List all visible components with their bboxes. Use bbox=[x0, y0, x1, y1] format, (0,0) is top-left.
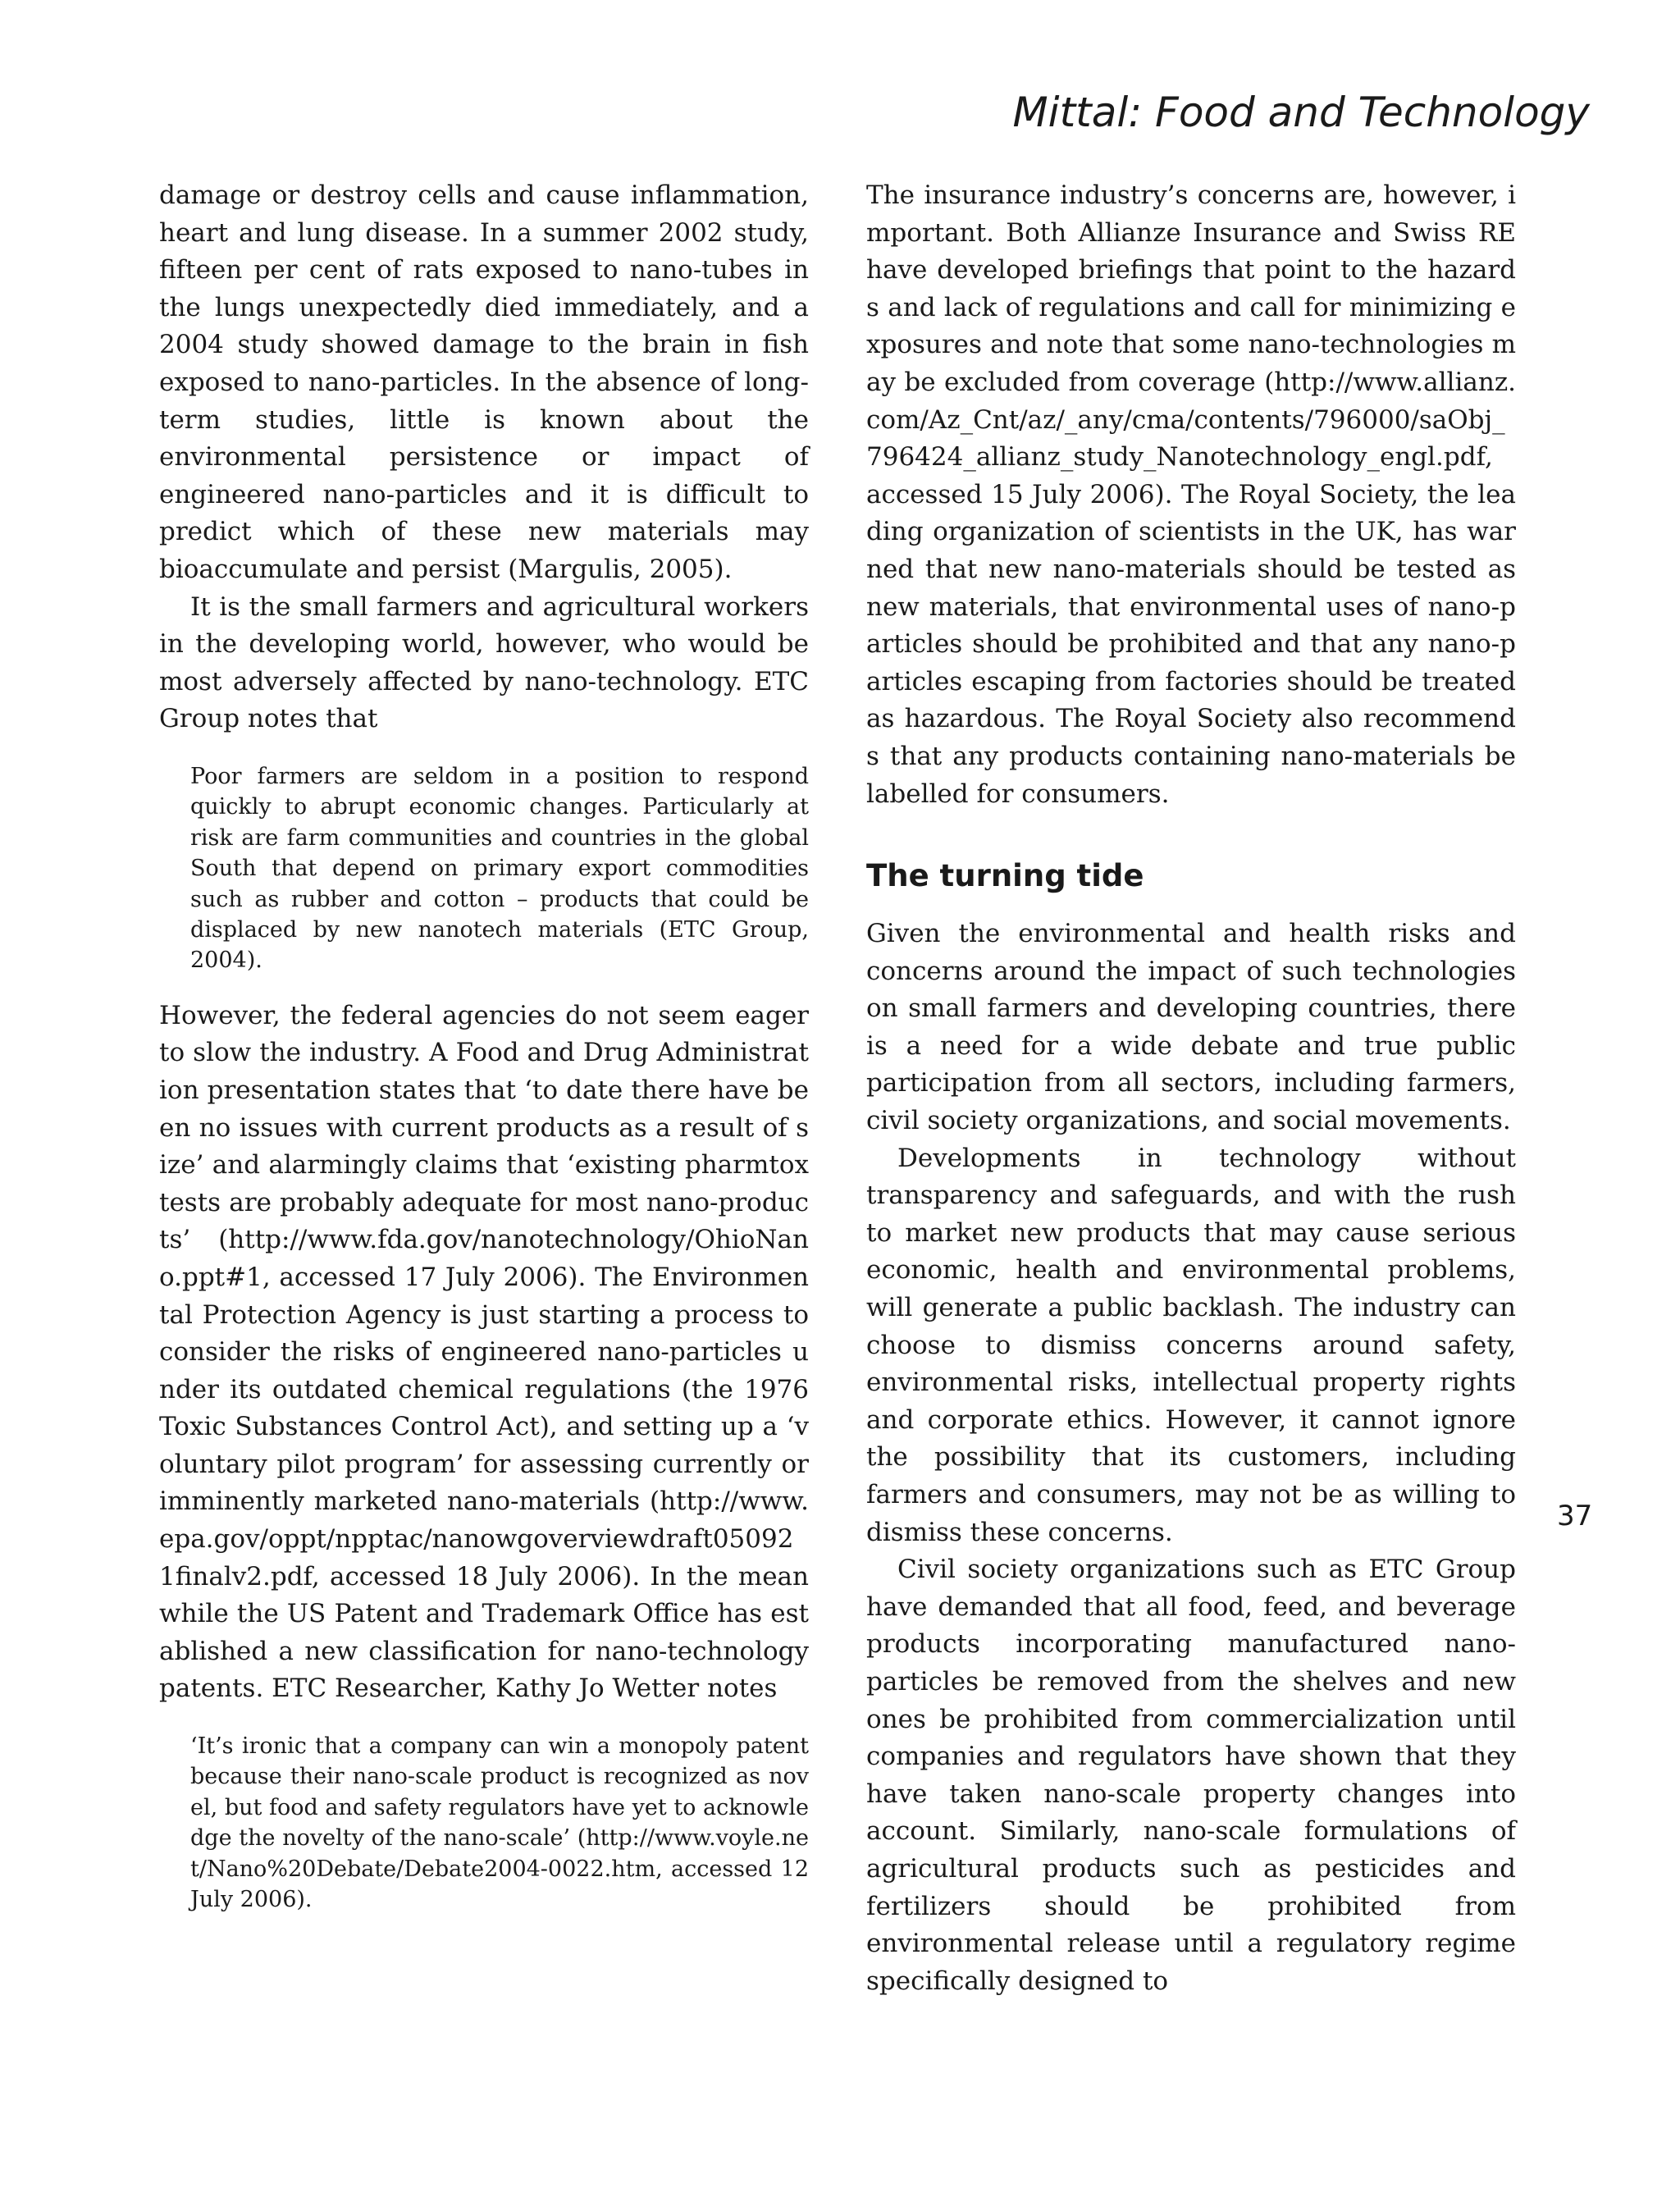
left-column bbox=[159, 177, 809, 1936]
left-paragraph-2: It is the small farmers and agricultural workers in the developing world, however, who would be most adversely affected by nano-technology. ETC Group notes that bbox=[159, 591, 809, 734]
block-quote-etc-group: Poor farmers are seldom in a position to respond quickly to abrupt economic changes. Particularly at risk are farm communities and countries in the global South that depend on primary export commodities such as rubber and cotton – products that could be displaced by new nanotech materials (ETC Group, 2004). bbox=[190, 763, 809, 974]
right-paragraph-2: Given the environmental and health risks and concerns around the impact of such technologies on small farmers and developing countries, there is a need for a wide debate and true public participation from all sectors, including farmers, civil society organizations, and social movements. bbox=[866, 919, 1516, 1136]
section-heading: The turning tide bbox=[866, 858, 1144, 894]
page-number: 37 bbox=[1557, 1500, 1593, 1532]
right-column bbox=[866, 177, 1516, 2000]
right-paragraph-3: Developments in technology without transparency and safeguards, and with the rush to market new products that may cause serious economic, health and environmental problems, will generate a public backlash. The industry can choose to dismiss concerns around safety, environmental risks, intellectual property rights and corporate ethics. However, it cannot ignore the possibility that its customers, including farmers and consumers, may not be as willing to dismiss these concerns. bbox=[866, 1143, 1516, 1547]
block-quote-wetter: ‘It’s ironic that a company can win a monopoly patent because their nano-scale product is recognized as novel, but food and safety regulators have yet to acknowledge the novelty of the nano-scale’ (http://www.voyle.net/Nano%20Debate/Debate2004-0022.htm, accessed 12 July 2006). bbox=[190, 1733, 809, 1913]
right-paragraph-1: The insurance industry’s concerns are, however, important. Both Allianze Insurance and Swiss RE have developed briefings that point to the hazards and lack of regulations and call for minimizing exposures and note that some nano-technologies may be excluded from coverage (http://www.allianz.com/Az_Cnt/az/_any/cma/contents/796000/saObj_796424_allianz_study_Nanotechnology_engl.pdf, accessed 15 July 2006). The Royal Society, the leading organization of scientists in the UK, has warned that new nano-materials should be tested as new materials, that environmental uses of nano-particles should be prohibited and that any nano-particles escaping from factories should be treated as hazardous. The Royal Society also recommends that any products containing nano-materials be labelled for consumers. bbox=[866, 180, 1516, 809]
running-header: Mittal: Food and Technology bbox=[1012, 89, 1590, 136]
right-paragraph-4: Civil society organizations such as ETC Group have demanded that all food, feed, and beverage products incorporating manufactured nano-particles be removed from the shelves and new ones be prohibited from commercialization until companies and regulators have shown that they have taken nano-scale property changes into account. Similarly, nano-scale formulations of agricultural products such as pesticides and fertilizers should be prohibited from environmental release until a regulatory regime specifically designed to bbox=[866, 1555, 1516, 1996]
left-paragraph-3: However, the federal agencies do not seem eager to slow the industry. A Food and Drug Administration presentation states that ‘to date there have been no issues with current products as a result of size’ and alarmingly claims that ‘existing pharmtox tests are probably adequate for most nano-products’ (http://www.fda.gov/nanotechnology/OhioNano.ppt#1, accessed 17 July 2006). The Environmental Protection Agency is just starting a process to consider the risks of engineered nano-particles under its outdated chemical regulations (the 1976 Toxic Substances Control Act), and setting up a ‘voluntary pilot program’ for assessing currently or imminently marketed nano-materials (http://www.epa.gov/oppt/npptac/nanowgoverviewdraft050921finalv2.pdf, accessed 18 July 2006). In the meanwhile the US Patent and Trademark Office has established a new classification for nano-technology patents. ETC Researcher, Kathy Jo Wetter notes bbox=[159, 1000, 809, 1704]
left-paragraph-1: damage or destroy cells and cause inflammation, heart and lung disease. In a summer 2002 study, fifteen per cent of rats exposed to nano-tubes in the lungs unexpectedly died immediately, and a 2004 study showed damage to the brain in fish exposed to nano-particles. In the absence of long-term studies, little is known about the environmental persistence or impact of engineered nano-particles and it is difficult to predict which of these new materials may bioaccumulate and persist (Margulis, 2005). bbox=[159, 180, 809, 584]
